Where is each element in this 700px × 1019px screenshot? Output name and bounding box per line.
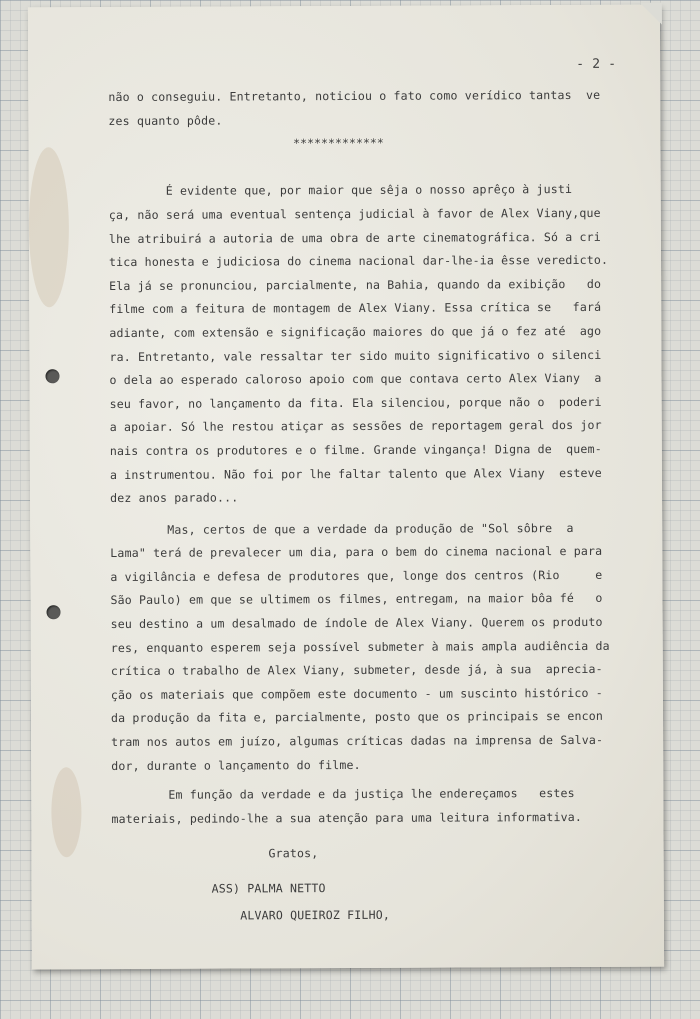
text-line: Em função da verdade e da justiça lhe endereçamos estes bbox=[111, 786, 575, 803]
intro-lines bbox=[108, 84, 628, 133]
signature-palma-netto: ASS) PALMA NETTO bbox=[111, 881, 326, 897]
text-line: ção os materiais que compõem este documento - um suscinto histórico - bbox=[110, 685, 603, 702]
typed-text bbox=[108, 57, 632, 931]
page-number: - 2 - bbox=[576, 56, 617, 72]
text-line: nais contra os produtores e o filme. Grande vingança! Digna de quem- bbox=[109, 441, 602, 458]
paragraph-2 bbox=[110, 516, 631, 778]
blank-line bbox=[109, 155, 629, 181]
text-line: Ela já se pronunciou, parcialmente, na Bahia, quando da exibição do bbox=[109, 276, 602, 293]
text-line: a instrumentou. Não foi por lhe faltar talento que Alex Viany esteve bbox=[109, 465, 602, 482]
text-line: não o conseguiu. Entretanto, noticiou o fato como verídico tantas ve bbox=[108, 87, 601, 105]
paper-stain bbox=[29, 147, 70, 307]
text-line: lhe atribuirá a autoria de uma obra de arte cinematográfica. Só a cri bbox=[108, 229, 601, 246]
text-line: o dela ao esperado caloroso apoio com que contava certo Alex Viany a bbox=[109, 371, 602, 388]
folded-corner bbox=[640, 3, 662, 25]
text-line: Lama" terá de prevalecer um dia, para o bem do cinema nacional e para bbox=[110, 544, 603, 561]
text-line: da produção da fita e, parcialmente, posto que os principais se encon bbox=[110, 709, 604, 726]
document-sheet bbox=[28, 5, 664, 970]
text-line: a vigilância e defesa de produtores que, longe dos centros (Rio e bbox=[110, 567, 603, 584]
text-line: É evidente que, por maior que sêja o nosso aprêço à justi bbox=[108, 182, 573, 199]
asterisk-separator: ************* bbox=[293, 136, 384, 151]
signature-alvaro-queiroz: ALVARO QUEIROZ FILHO, bbox=[111, 908, 390, 924]
text-line: ça, não será uma eventual sentença judicial à favor de Alex Viany,que bbox=[108, 205, 601, 223]
text-line: Mas, certos de que a verdade da produção de "Sol sôbre a bbox=[110, 520, 574, 537]
paragraph-3 bbox=[111, 782, 631, 831]
text-line: a apoiar. Só lhe restou atiçar as sessões de reportagem geral dos jor bbox=[109, 418, 602, 435]
closing-greeting: Gratos, bbox=[111, 846, 319, 862]
text-line: ra. Entretanto, vale ressaltar ter sido muito significativo o silenci bbox=[109, 347, 602, 364]
text-line: zes quanto pôde. bbox=[108, 113, 223, 128]
text-line: dor, durante o lançamento do filme. bbox=[111, 757, 361, 773]
text-line: São Paulo) em que se ultimem os filmes, entregam, na maior bôa fé o bbox=[110, 591, 603, 608]
text-line: filme com a feitura de montagem de Alex Viany. Essa crítica se fará bbox=[109, 300, 602, 317]
paper-stain bbox=[51, 767, 81, 857]
text-line: res, enquanto esperem seja possível submeter à mais ampla audiência da bbox=[110, 638, 610, 655]
text-line: adiante, com extensão e significação maiores do que já o fez até ago bbox=[109, 323, 602, 340]
text-line: tica honesta e judiciosa do cinema nacional dar-lhe-ia êsse veredicto. bbox=[108, 253, 609, 270]
punch-hole-bottom bbox=[47, 605, 61, 619]
text-line: seu favor, no lançamento da fita. Ela silenciou, porque não o poderi bbox=[109, 394, 602, 411]
text-line: crítica o trabalho de Alex Viany, submeter, desde já, à sua aprecia- bbox=[110, 662, 603, 679]
text-line: materiais, pedindo-lhe a sua atenção para uma leitura informativa. bbox=[111, 809, 583, 826]
paragraph-1 bbox=[109, 178, 630, 511]
punch-hole-top bbox=[45, 369, 59, 383]
text-line: tram nos autos em juízo, algumas críticas dadas na imprensa de Salva- bbox=[111, 732, 604, 750]
text-line: seu destino a um desalmado de índole de Alex Viany. Querem os produto bbox=[110, 614, 603, 632]
text-line: dez anos parado... bbox=[110, 490, 239, 506]
